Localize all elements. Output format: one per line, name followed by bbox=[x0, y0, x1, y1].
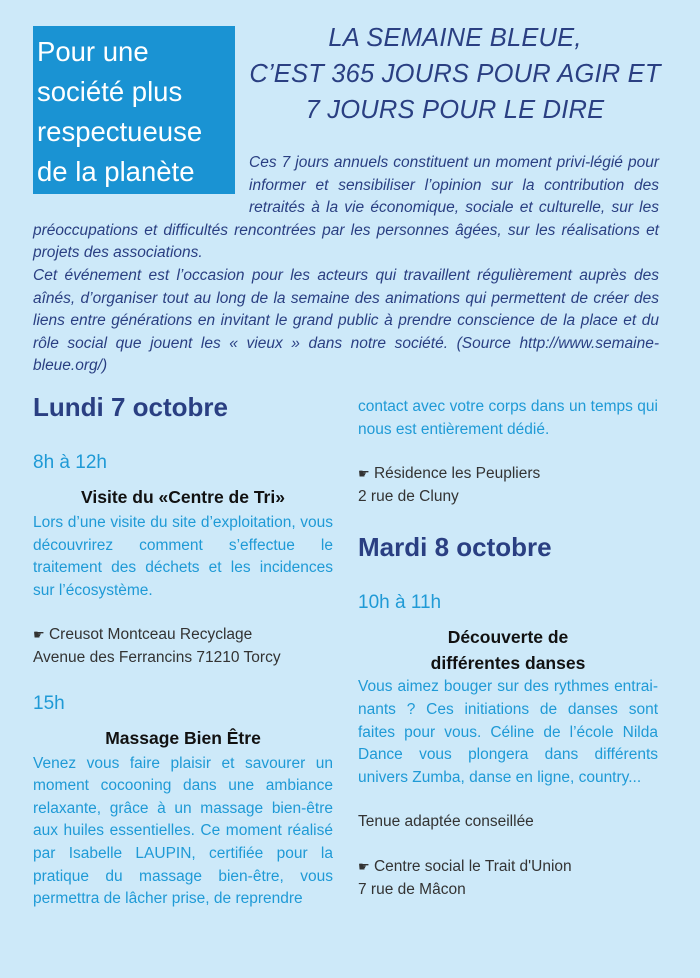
event-title-line: différentes danses bbox=[430, 653, 586, 674]
event-description: Lors d’une visite du site d’exploitation, vous découvrirez comment s’effectue le traitement des déchets et les incidences sur l’écosystème. bbox=[33, 514, 333, 599]
intro-text bbox=[33, 152, 659, 378]
event-time: 10h à 11h bbox=[358, 592, 442, 614]
location-name: Creusot Montceau Recyclage bbox=[48, 626, 253, 644]
pointing-hand-icon: ☛ bbox=[33, 627, 45, 643]
intro-paragraph: Cet événement est l’occasion pour les acteurs qui travaillent régulièrement auprès des aînés, d’organiser tout au long de la semaine des animations qui permettent de créer des liens entre générations en invitant le grand public à prendre conscience de la place et du rôle social que jouent les « vieux » dans notre société. (Source http://www.semaine-bleue.org/) bbox=[33, 266, 659, 375]
day-heading-monday: Lundi 7 octobre bbox=[33, 392, 228, 422]
right-column bbox=[358, 396, 658, 901]
event-time: 8h à 12h bbox=[33, 452, 107, 473]
event-description: Vous aimez bouger sur des rythmes entrai-nants ? Ces initiations de danses sont faites pour vous. Céline de l’école Nilda Dance vous plongera dans différents univers Zumba, danse en ligne, country... bbox=[358, 678, 658, 786]
pointing-hand-icon: ☛ bbox=[358, 466, 370, 482]
location-address: 7 rue de Mâcon bbox=[358, 880, 466, 898]
headline-line: LA SEMAINE BLEUE, bbox=[328, 24, 582, 52]
location-address: Avenue des Ferrancins 71210 Torcy bbox=[33, 648, 281, 666]
intro-paragraph: Ces 7 jours annuels constituent un moment privi-légié pour informer et sensibiliser l’opinion sur la contribution des retraités à la vie économique, sociale et culturelle, sur les préoccupations et difficultés rencontrées par les personnes âgées, sur les réalisations et projets des associations. bbox=[33, 154, 659, 262]
location-name: Centre social le Trait d'Union bbox=[373, 857, 572, 875]
slogan-line: Pour une bbox=[37, 36, 149, 67]
left-column bbox=[33, 390, 333, 911]
event-location bbox=[33, 624, 333, 647]
headline-line: C’EST 365 JOURS POUR AGIR ET bbox=[249, 60, 661, 88]
pointing-hand-icon: ☛ bbox=[358, 858, 370, 874]
event-title bbox=[358, 624, 658, 676]
event-title: Massage Bien Être bbox=[105, 727, 261, 748]
event-location bbox=[358, 856, 658, 879]
slogan-line: de la planète bbox=[37, 156, 195, 187]
event-location bbox=[358, 463, 658, 486]
location-name: Résidence les Peupliers bbox=[373, 465, 541, 483]
slogan-line: société plus bbox=[37, 76, 183, 107]
event-note: Tenue adaptée conseillée bbox=[358, 813, 534, 831]
event-description: Venez vous faire plaisir et savourer un moment cocooning dans une ambiance relaxante, grâce à un massage bien-être aux huiles essentielles. Ce moment réalisé par Isabelle LAUPIN, certifiée pour la pratique du massage bien-être, vous permettra de lâcher prise, de reprendre bbox=[33, 754, 333, 908]
page-headline bbox=[245, 20, 665, 128]
event-description-continued: contact avec votre corps dans un temps qui nous est entièrement dédié. bbox=[358, 398, 658, 438]
event-time: 15h bbox=[33, 692, 65, 714]
event-title: Visite du «Centre de Tri» bbox=[81, 487, 285, 507]
headline-line: 7 JOURS POUR LE DIRE bbox=[305, 96, 605, 124]
location-address: 2 rue de Cluny bbox=[358, 487, 459, 505]
event-title-line: Découverte de bbox=[447, 627, 569, 648]
slogan-line: respectueuse bbox=[37, 116, 203, 147]
day-heading-tuesday: Mardi 8 octobre bbox=[358, 532, 552, 563]
